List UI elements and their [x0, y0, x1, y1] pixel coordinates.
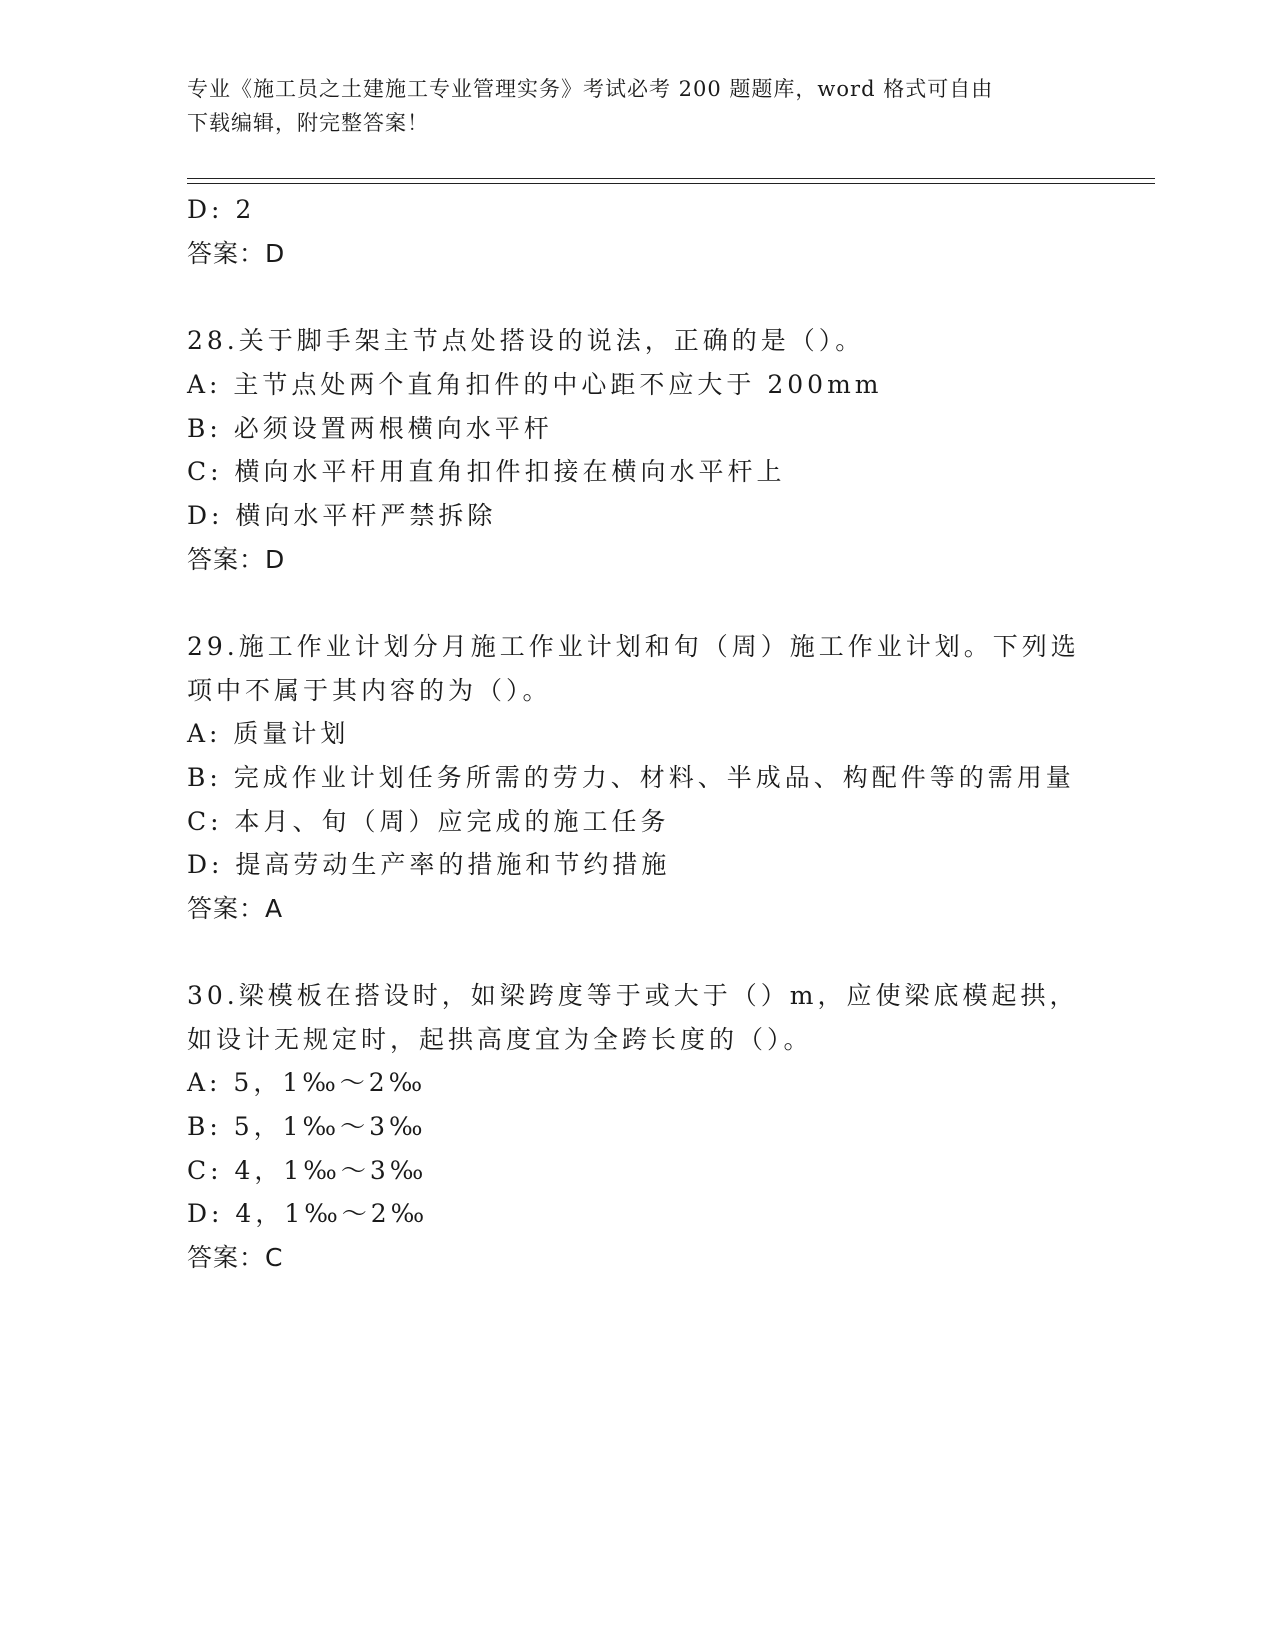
prev-option-d: D: 2: [187, 195, 256, 224]
q28-answer: 答案：D: [187, 545, 286, 574]
q29-option-a: A: 质量计划: [187, 719, 350, 748]
q30-stem-line-2: 如设计无规定时，起拱高度宜为全跨长度的（）。: [187, 1025, 813, 1054]
q30-option-c: C: 4，1‰～3‰: [187, 1156, 428, 1185]
q30-option-a: A: 5，1‰～2‰: [187, 1068, 427, 1097]
document-header: [187, 72, 1067, 140]
q28-option-a: A: 主节点处两个直角扣件的中心距不应大于 200mm: [187, 370, 883, 399]
header-line-2: 下载编辑，附完整答案！: [187, 111, 429, 135]
q29-answer: 答案：A: [187, 894, 284, 923]
header-line-1: 专业《施工员之土建施工专业管理实务》考试必考 200 题题库，word 格式可自由: [187, 77, 994, 101]
q30-stem-line-1: 30.梁模板在搭设时，如梁跨度等于或大于（）m，应使梁底模起拱，: [187, 981, 1079, 1010]
q29-option-b: B: 完成作业计划任务所需的劳力、材料、半成品、构配件等的需用量: [187, 763, 1075, 792]
q28-option-b: B: 必须设置两根横向水平杆: [187, 414, 553, 443]
q30-option-d: D: 4，1‰～2‰: [187, 1199, 429, 1228]
q28-option-c: C: 横向水平杆用直角扣件扣接在横向水平杆上: [187, 457, 786, 486]
prev-answer: 答案：D: [187, 239, 286, 268]
header-divider-top: [187, 178, 1155, 179]
q29-option-c: C: 本月、旬（周）应完成的施工任务: [187, 807, 670, 836]
q30-answer: 答案：C: [187, 1243, 284, 1272]
q29-stem-line-1: 29.施工作业计划分月施工作业计划和旬（周）施工作业计划。下列选: [187, 632, 1080, 661]
q30-option-b: B: 5，1‰～3‰: [187, 1112, 427, 1141]
q29-option-d: D: 提高劳动生产率的措施和节约措施: [187, 850, 671, 879]
q28-option-d: D: 横向水平杆严禁拆除: [187, 501, 497, 530]
header-divider-bottom: [187, 183, 1155, 184]
q28-stem: 28.关于脚手架主节点处搭设的说法，正确的是（）。: [187, 326, 865, 355]
q29-stem-line-2: 项中不属于其内容的为（）。: [187, 676, 552, 705]
